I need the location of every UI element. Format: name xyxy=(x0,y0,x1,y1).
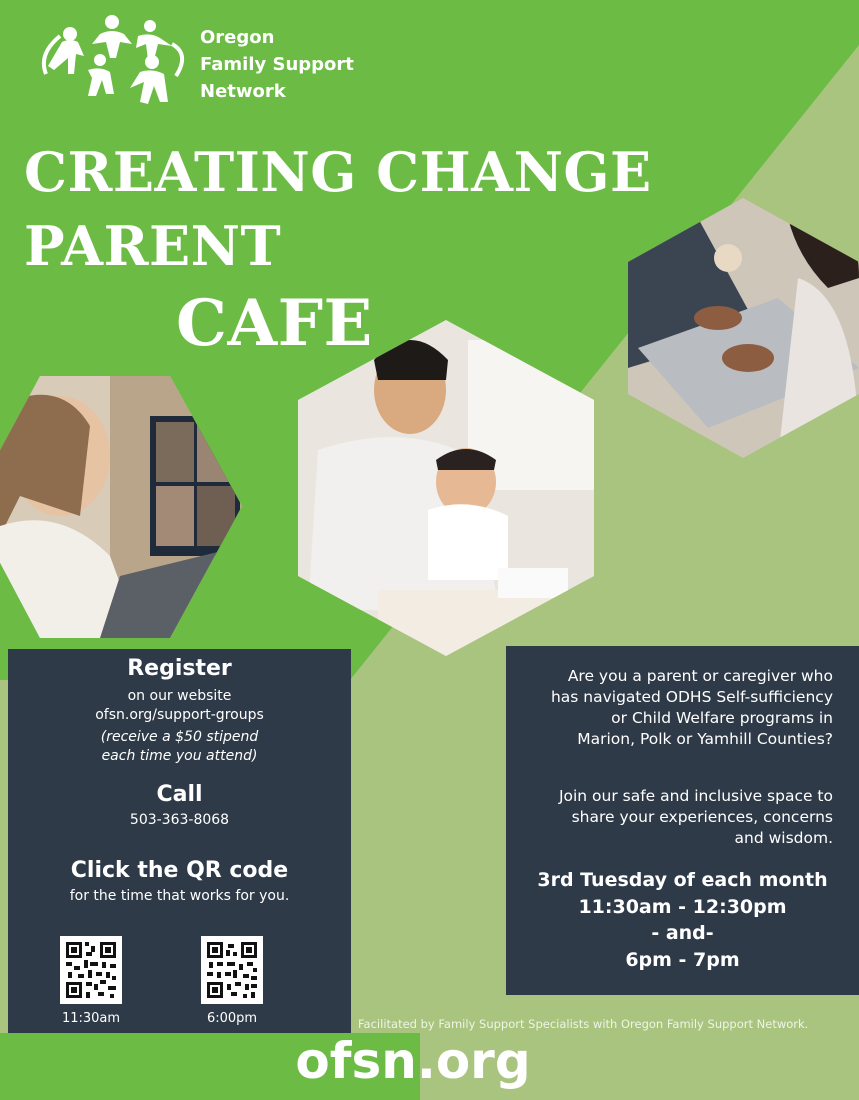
call-heading: Call xyxy=(156,782,203,807)
facilitated-note: Facilitated by Family Support Specialists with Oregon Family Support Network. xyxy=(358,1017,809,1031)
qr-subtext: for the time that works for you. xyxy=(69,888,290,904)
info-p1-line: has navigated ODHS Self-sufficiency xyxy=(550,688,833,706)
org-name-line1: Oregon xyxy=(200,27,275,48)
info-paragraph-2 xyxy=(513,786,833,849)
schedule-line: 6pm - 7pm xyxy=(625,948,740,971)
phone-number[interactable]: 503-363-8068 xyxy=(129,812,230,828)
register-url[interactable]: ofsn.org/support-groups xyxy=(95,707,264,723)
info-p2-line: and wisdom. xyxy=(734,829,833,847)
qr-heading: Click the QR code xyxy=(70,858,289,883)
schedule-line: - and- xyxy=(651,922,714,944)
register-heading: Register xyxy=(127,656,232,681)
info-p1-line: or Child Welfare programs in xyxy=(611,709,833,727)
org-name-line2: Family Support xyxy=(200,54,354,75)
qr-code-icon[interactable] xyxy=(201,936,263,1004)
info-panel xyxy=(506,646,859,995)
people-circle-logo-icon xyxy=(40,14,190,114)
organization-name xyxy=(200,24,354,105)
qr-label-600: 6:00pm xyxy=(206,1011,258,1026)
info-p2-line: Join our safe and inclusive space to xyxy=(558,787,833,805)
woman-laptop-video-call-photo xyxy=(0,376,242,638)
schedule xyxy=(506,867,859,973)
org-name-line3: Network xyxy=(200,81,286,102)
title-line3: CAFE xyxy=(176,286,373,361)
title-line2: PARENT xyxy=(24,214,282,278)
info-p1-line: Marion, Polk or Yamhill Counties? xyxy=(577,730,833,748)
stipend-line2: each time you attend) xyxy=(101,748,258,764)
info-paragraph-1 xyxy=(513,666,833,750)
title-line1: CREATING CHANGE xyxy=(24,140,652,204)
info-p1-line: Are you a parent or caregiver who xyxy=(567,667,833,685)
qr-label-1130: 11:30am xyxy=(61,1011,121,1026)
stipend-line1: (receive a $50 stipend xyxy=(100,729,259,745)
register-line1: on our website xyxy=(127,688,232,704)
schedule-line: 11:30am - 12:30pm xyxy=(578,895,787,918)
schedule-line: 3rd Tuesday of each month xyxy=(537,869,828,891)
website-url[interactable]: ofsn.org xyxy=(295,1032,531,1090)
father-with-baby-photo xyxy=(298,320,594,656)
qr-code-icon[interactable] xyxy=(60,936,122,1004)
info-p2-line: share your experiences, concerns xyxy=(571,808,833,826)
register-panel xyxy=(8,649,351,1033)
hands-typing-laptop-photo xyxy=(628,198,859,458)
